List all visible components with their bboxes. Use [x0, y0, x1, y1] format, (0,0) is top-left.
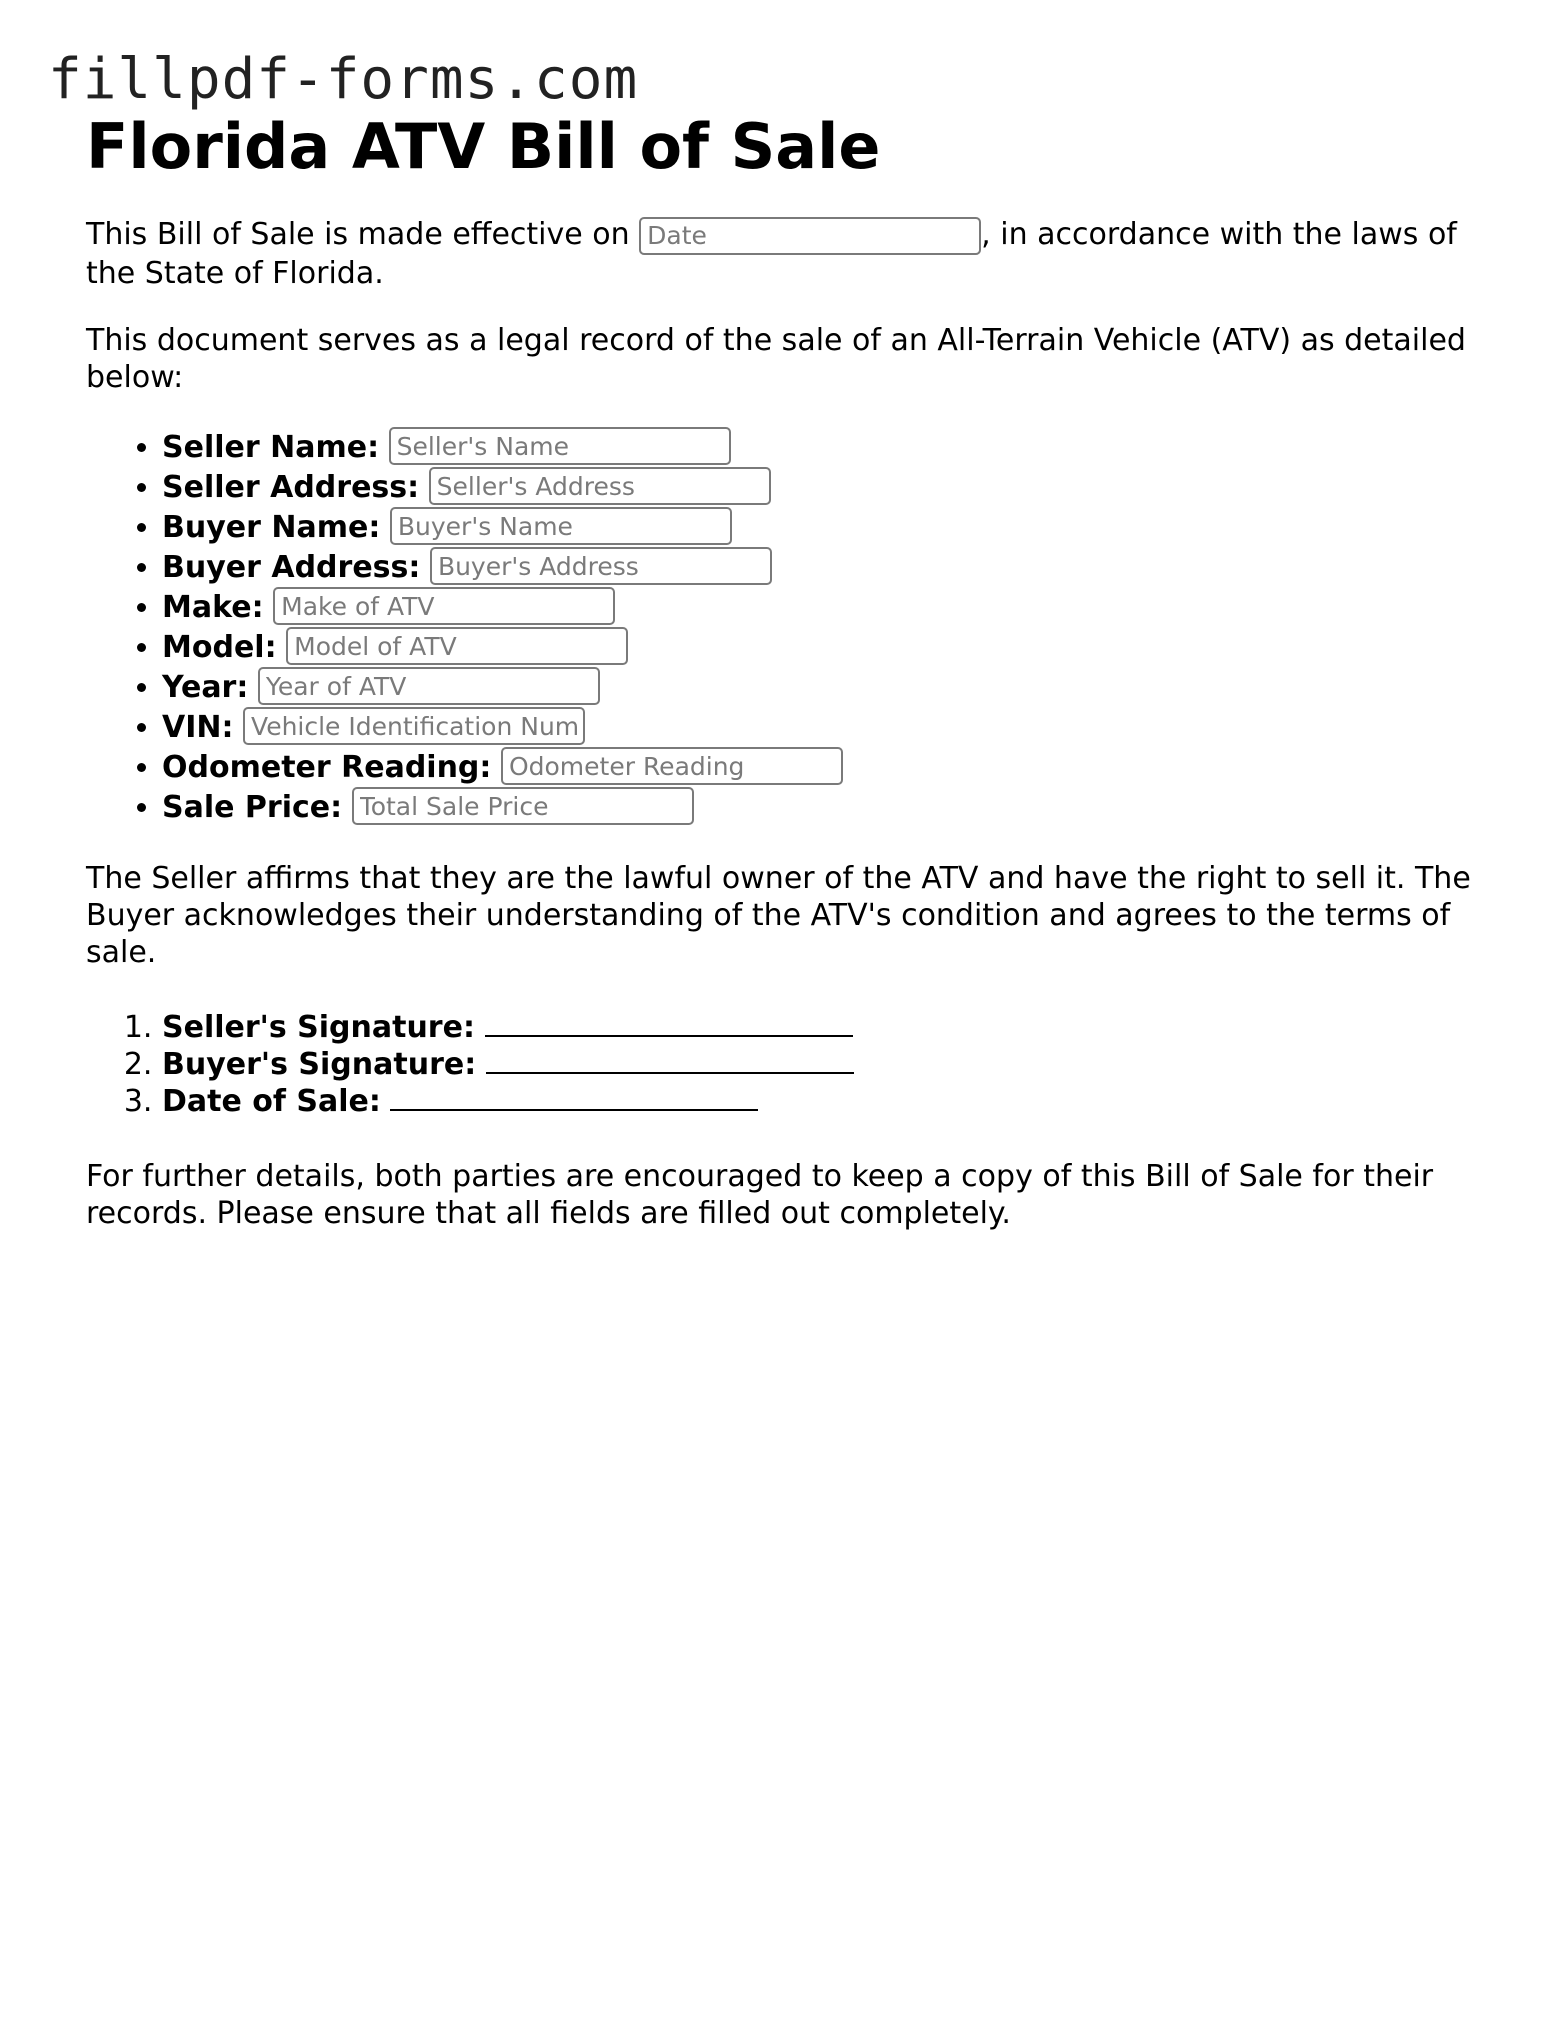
list-item [162, 548, 1486, 588]
effective-date-input[interactable] [639, 217, 981, 255]
list-item [162, 428, 1486, 468]
list-item [162, 668, 1486, 708]
list-item [162, 748, 1486, 788]
buyer-name-input[interactable] [390, 507, 732, 545]
page-title: Florida ATV Bill of Sale [86, 110, 881, 183]
intro-paragraph [86, 216, 1476, 292]
intro-text-after: , in accordance with the laws of the State of Florida. [86, 217, 1457, 291]
make-label: Make: [162, 589, 264, 625]
affirmation-paragraph: The Seller affirms that they are the lawful owner of the ATV and have the right to sell it. The Buyer acknowledges their understanding of the ATV's condition and agrees to the terms of sale. [86, 860, 1471, 970]
model-label: Model: [162, 629, 277, 665]
list-item [162, 628, 1486, 668]
date-of-sale-line[interactable] [390, 1079, 758, 1111]
document [86, 104, 1486, 1232]
list-item [162, 708, 1486, 748]
intro-text-before: This Bill of Sale is made effective on [86, 217, 630, 252]
buyer-address-label: Buyer Address: [162, 549, 421, 585]
date-of-sale-label: Date of Sale: [162, 1083, 381, 1119]
list-item [162, 468, 1486, 508]
purpose-paragraph: This document serves as a legal record of the sale of an All-Terrain Vehicle (ATV) as detailed below: [86, 322, 1466, 395]
seller-name-label: Seller Name: [162, 429, 380, 465]
year-label: Year: [162, 669, 249, 705]
seller-signature-label: Seller's Signature: [162, 1009, 475, 1045]
sale-price-label: Sale Price: [162, 789, 343, 825]
buyer-signature-line[interactable] [486, 1042, 854, 1074]
list-item [162, 788, 1486, 828]
odometer-label: Odometer Reading: [162, 749, 492, 785]
vin-label: VIN: [162, 709, 234, 745]
vin-input[interactable] [243, 707, 585, 745]
list-item [162, 508, 1486, 548]
seller-signature-line[interactable] [485, 1005, 853, 1037]
sale-price-input[interactable] [352, 787, 694, 825]
watermark: fillpdf-forms.com [48, 47, 639, 112]
seller-address-input[interactable] [429, 467, 771, 505]
list-item [162, 1079, 1486, 1119]
signature-list [86, 1005, 1486, 1119]
list-item [162, 1042, 1486, 1082]
list-item [162, 588, 1486, 628]
closing-paragraph: For further details, both parties are encouraged to keep a copy of this Bill of Sale for their records. Please ensure that all fields are filled out completely. [86, 1158, 1434, 1231]
seller-address-label: Seller Address: [162, 469, 420, 505]
list-item [162, 1005, 1486, 1045]
odometer-input[interactable] [501, 747, 843, 785]
sale-details-list [86, 428, 1486, 828]
make-input[interactable] [273, 587, 615, 625]
buyer-name-label: Buyer Name: [162, 509, 381, 545]
buyer-signature-label: Buyer's Signature: [162, 1046, 477, 1082]
model-input[interactable] [286, 627, 628, 665]
seller-name-input[interactable] [389, 427, 731, 465]
year-input[interactable] [258, 667, 600, 705]
buyer-address-input[interactable] [430, 547, 772, 585]
